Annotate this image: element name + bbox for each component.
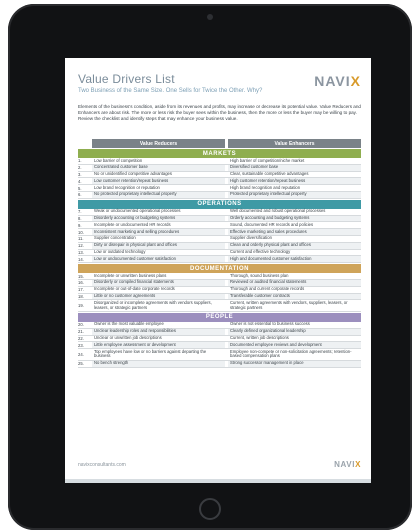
row-number: 11. — [78, 236, 84, 242]
row-number: 8. — [78, 215, 82, 221]
footer-logo-x: X — [355, 460, 361, 469]
footer-logo-text: NAVI — [334, 460, 356, 469]
row-number: 2. — [78, 165, 82, 171]
value-enhancer-cell: Clean and orderly physical plant and offices — [228, 243, 361, 249]
document-footer — [78, 462, 361, 468]
section-header: PEOPLE — [78, 313, 361, 322]
value-reducer-cell: Low barrier of competition — [94, 157, 143, 163]
footer-url: navixconsultants.com — [78, 462, 126, 468]
value-enhancer-cell: High barrier of competition/niche market — [230, 157, 305, 163]
table-row — [78, 300, 361, 312]
value-enhancer-cell: Sound, documented HR records and policies — [230, 221, 314, 227]
table-column-header — [78, 139, 361, 148]
home-button[interactable] — [199, 498, 221, 520]
value-enhancer-cell: Clear, sustainable competitive advantages — [230, 171, 309, 177]
row-number: 9. — [78, 222, 82, 228]
value-reducer-cell: Incomplete or unwritten business plans — [94, 272, 167, 278]
value-reducer-cell: Low or undocumented customer satisfaction — [92, 256, 225, 262]
camera-icon — [207, 14, 213, 20]
row-number: 18. — [78, 293, 84, 299]
value-reducer-cell: Dirty or disrepair in physical plant and offices — [92, 243, 225, 249]
value-enhancer-cell: Strong successor management in place — [228, 361, 361, 367]
value-reducer-cell: Disorderly accounting or budgeting systems — [92, 216, 225, 222]
value-drivers-table — [78, 139, 361, 368]
section-header: DOCUMENTATION — [78, 264, 361, 273]
table-row — [78, 361, 361, 368]
value-reducer-cell: Incomplete or out-of-date corporate records — [94, 286, 175, 292]
value-reducer-cell: Supplier concentration — [94, 235, 136, 241]
logo-text: NAVI — [314, 73, 351, 89]
value-enhancer-cell: Thorough and current corporate records — [230, 286, 305, 292]
document-title: Value Drivers List — [78, 72, 175, 86]
value-enhancer-cell: Current and effective technology — [230, 249, 291, 255]
row-number: 16. — [78, 280, 84, 286]
document-header — [78, 72, 361, 94]
value-reducer-cell: Incomplete or undocumented HR records — [94, 221, 171, 227]
value-reducer-cell: Unclear or unwritten job descriptions — [94, 335, 162, 341]
value-enhancer-cell: Well documented and robust operational processes — [230, 208, 326, 214]
value-enhancer-cell: Diversified customer base — [228, 165, 361, 171]
value-enhancer-cell: High and documented customer satisfaction — [228, 256, 361, 262]
column-value-enhancers: Value Enhancers — [228, 139, 361, 148]
row-number: 12. — [78, 243, 84, 249]
value-reducer-cell: Low brand recognition or reputation — [94, 184, 160, 190]
row-number: 5. — [78, 185, 82, 191]
value-reducer-cell: No or unidentified competitive advantages — [94, 171, 172, 177]
row-number: 10. — [78, 229, 84, 235]
row-number: 4. — [78, 178, 82, 184]
tablet-frame — [8, 4, 412, 530]
row-number: 22. — [78, 335, 84, 341]
section-header: MARKETS — [78, 149, 361, 158]
value-enhancer-cell: Owner is not essential to business success — [230, 321, 310, 327]
value-reducer-cell: Concentrated customer base — [92, 165, 225, 171]
row-number: 19. — [78, 303, 84, 309]
row-number: 7. — [78, 209, 82, 215]
column-value-reducers: Value Reducers — [92, 139, 225, 148]
value-reducer-cell: Disorganized or incomplete agreements with vendors suppliers, leasers, or strategic partners — [94, 299, 212, 310]
row-number: 17. — [78, 287, 84, 293]
row-number: 14. — [78, 256, 84, 262]
row-number: 13. — [78, 249, 84, 255]
value-reducer-cell: Low or outdated technology — [94, 249, 146, 255]
document-page — [65, 58, 371, 483]
table-row — [78, 256, 361, 263]
value-enhancer-cell: Documented employee reviews and development — [228, 342, 361, 348]
intro-paragraph: Elements of the business's condition, aside from its revenues and profits, may increase or decrease its potential value. Value Reducers and Enhancers are about risk. The more or less risk the buyer sees within the business, then the more or less the buyer may be willing to pay. Review the checklist and identify steps that may enhance your business value. — [78, 104, 361, 122]
value-enhancer-cell: Current, written agreements with vendors, suppliers, leasers, or strategic partners — [230, 299, 348, 310]
row-number: 15. — [78, 273, 84, 279]
value-enhancer-cell: Employee non-compete or non-solicitation agreements; retention-based compensation plans — [230, 348, 352, 359]
value-reducer-cell: Weak or undocumented operational processes — [94, 208, 181, 214]
row-number: 1. — [78, 158, 82, 164]
footer-bar — [65, 479, 371, 483]
value-enhancer-cell: Protected proprietary intellectual property — [228, 192, 361, 198]
value-enhancer-cell: Supplier diversification — [230, 235, 272, 241]
value-enhancer-cell: Transferable customer contracts — [228, 294, 361, 300]
value-reducer-cell: No bench strength — [92, 361, 225, 367]
row-number: 20. — [78, 322, 84, 328]
value-reducer-cell: Owner is the most valuable employee — [94, 321, 164, 327]
value-reducer-cell: Low customer retention/repeat business — [92, 178, 225, 184]
value-enhancer-cell: Clearly defined organizational leadership — [228, 329, 361, 335]
document-subtitle: Two Business of the Same Size. One Sells for Twice the Other. Why? — [78, 88, 263, 94]
value-reducer-cell: No protected proprietary intellectual property — [92, 192, 225, 198]
value-reducer-cell: Little or no customer agreements — [92, 294, 225, 300]
value-enhancer-cell: High brand recognition and reputation — [230, 184, 301, 190]
row-number: 21. — [78, 329, 84, 335]
value-enhancer-cell: Reviewed or audited financial statements — [228, 280, 361, 286]
value-enhancer-cell: Current, written job descriptions — [230, 335, 289, 341]
navix-logo — [314, 73, 361, 89]
value-reducer-cell: Disorderly or compiled financial statements — [92, 280, 225, 286]
row-number: 3. — [78, 171, 82, 177]
section-header: OPERATIONS — [78, 200, 361, 209]
row-number: 23. — [78, 342, 84, 348]
logo-x: X — [350, 73, 361, 89]
value-enhancer-cell: Effective marketing and sales procedures — [228, 229, 361, 235]
table-row — [78, 349, 361, 361]
tablet-screen — [65, 58, 371, 483]
value-enhancer-cell: High customer retention/repeat business — [228, 178, 361, 184]
value-enhancer-cell: Orderly accounting and budgeting systems — [228, 216, 361, 222]
value-reducer-cell: Unclear leadership roles and responsibilities — [92, 329, 225, 335]
row-number: 25. — [78, 361, 84, 367]
table-row — [78, 192, 361, 199]
row-number: 6. — [78, 192, 82, 198]
value-enhancer-cell: Thorough, sound business plan — [230, 272, 289, 278]
value-reducer-cell: Inconsistent marketing and selling procedures — [92, 229, 225, 235]
footer-logo — [334, 460, 361, 469]
value-reducer-cell: Top employees have low or no barriers against departing the business — [94, 348, 207, 359]
value-reducer-cell: Little employee assessment or development — [92, 342, 225, 348]
row-number: 24. — [78, 351, 84, 357]
